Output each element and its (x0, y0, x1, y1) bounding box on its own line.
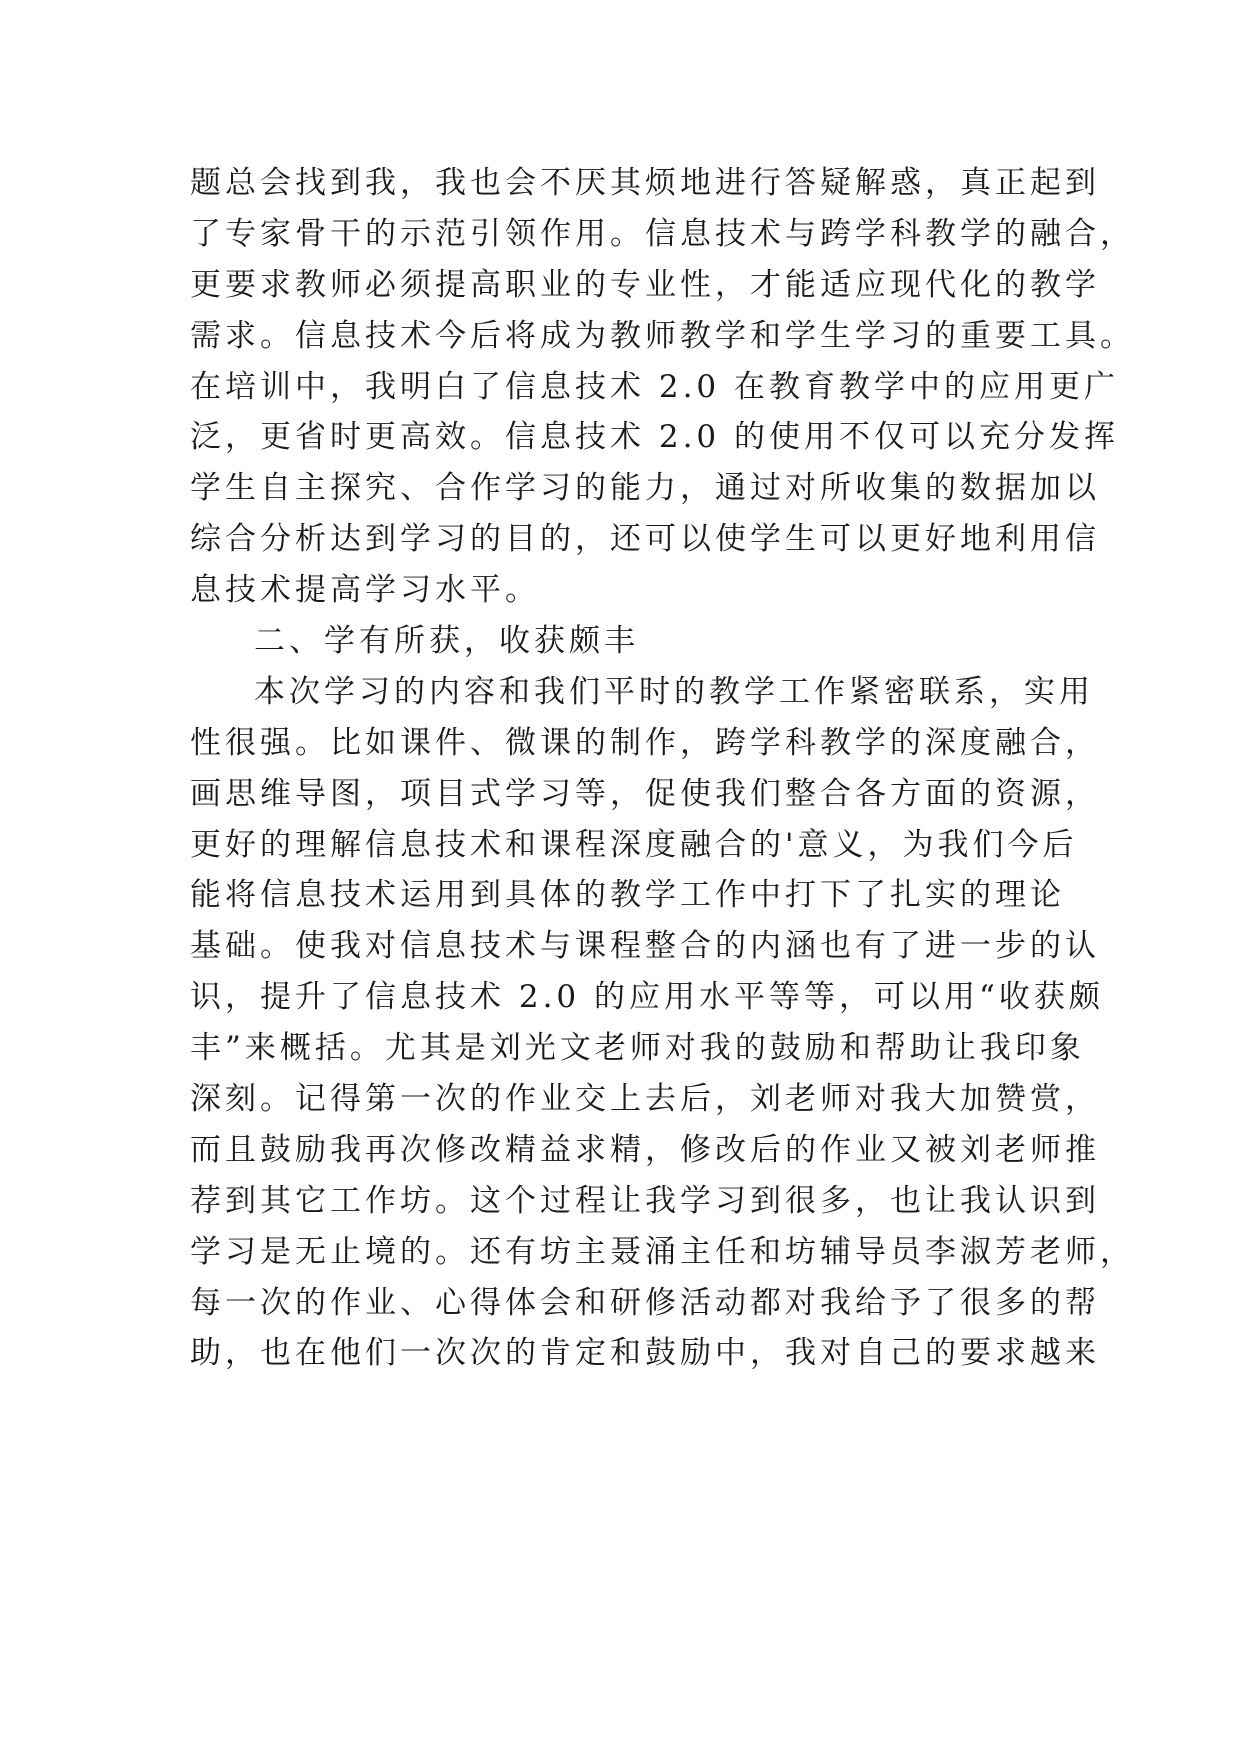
text-line: 综合分析达到学习的目的，还可以使学生可以更好地利用信 (190, 521, 1100, 558)
text-line: 学习是无止境的。还有坊主聂涌主任和坊辅导员李淑芳老师， (190, 1233, 1135, 1270)
paragraph-first-line: 本次学习的内容和我们平时的教学工作紧密联系，实用 (254, 673, 1094, 710)
text-line: 画思维导图，项目式学习等，促使我们整合各方面的资源， (190, 775, 1100, 812)
text-line: 基础。使我对信息技术与课程整合的内涵也有了进一步的认 (190, 928, 1100, 965)
text-line: 而且鼓励我再次修改精益求精，修改后的作业又被刘老师推 (190, 1131, 1100, 1168)
text-line: 学生自主探究、合作学习的能力，通过对所收集的数据加以 (190, 470, 1100, 507)
text-line: 助，也在他们一次次的肯定和鼓励中，我对自己的要求越来 (190, 1335, 1100, 1372)
text-line: 更要求教师必须提高职业的专业性，才能适应现代化的教学 (190, 266, 1100, 303)
text-line: 泛，更省时更高效。信息技术 2.0 的使用不仅可以充分发挥 (190, 419, 1120, 456)
text-line: 在培训中，我明白了信息技术 2.0 在教育教学中的应用更广 (190, 368, 1120, 405)
text-line: 荐到其它工作坊。这个过程让我学习到很多，也让我认识到 (190, 1182, 1100, 1219)
text-line: 深刻。记得第一次的作业交上去后，刘老师对我大加赞赏， (190, 1081, 1100, 1118)
text-line: 题总会找到我，我也会不厌其烦地进行答疑解惑，真正起到 (190, 165, 1100, 201)
text-line: 每一次的作业、心得体会和研修活动都对我给予了很多的帮 (190, 1284, 1100, 1321)
section-heading: 二、学有所获，收获颇丰 (254, 623, 639, 660)
text-line: 识，提升了信息技术 2.0 的应用水平等等，可以用“收获颇 (190, 979, 1104, 1016)
text-line: 了专家骨干的示范引领作用。信息技术与跨学科教学的融合， (190, 215, 1135, 252)
body-text (190, 158, 1135, 1379)
text-line: 丰”来概括。尤其是刘光文老师对我的鼓励和帮助让我印象 (190, 1030, 1085, 1067)
text-line: 需求。信息技术今后将成为教师教学和学生学习的重要工具。 (190, 317, 1135, 354)
text-line: 息技术提高学习水平。 (190, 572, 540, 609)
text-line: 能将信息技术运用到具体的教学工作中打下了扎实的理论 (190, 877, 1065, 914)
text-line: 更好的理解信息技术和课程深度融合的'意义，为我们今后 (190, 826, 1078, 863)
text-line: 性很强。比如课件、微课的制作，跨学科教学的深度融合， (190, 724, 1100, 761)
